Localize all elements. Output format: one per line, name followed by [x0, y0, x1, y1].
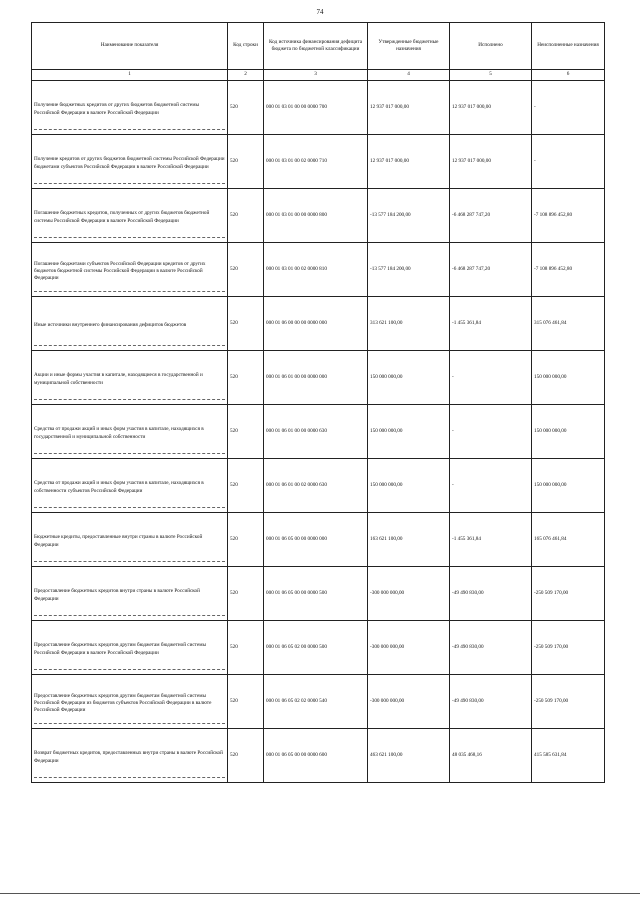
- table-row: [32, 567, 605, 621]
- table-row: [32, 513, 605, 567]
- column-number: 4: [368, 70, 450, 81]
- row-executed-amount: 12 937 017 000,00: [450, 135, 532, 189]
- row-line-code: 520: [228, 351, 264, 405]
- table-row: [32, 81, 605, 135]
- column-number: 5: [450, 70, 532, 81]
- row-indicator-name: Получение кредитов от других бюджетов бюджетной системы Российской Федерации бюджетами субъектов Российской Федерации в валюте Российской Федерации: [32, 135, 228, 189]
- table-row: [32, 729, 605, 783]
- table-row: [32, 405, 605, 459]
- row-line-code: 520: [228, 81, 264, 135]
- column-number: 2: [228, 70, 264, 81]
- table-row: [32, 459, 605, 513]
- row-indicator-name: Предоставление бюджетных кредитов другим бюджетам бюджетной системы Российской Федерации из бюджетов субъектов Российской Федерации в валюте Российской Федерации: [32, 675, 228, 729]
- row-executed-amount: -49 490 830,00: [450, 621, 532, 675]
- row-executed-amount: -6 468 287 747,20: [450, 189, 532, 243]
- table-row: [32, 621, 605, 675]
- row-unexecuted-amount: 165 076 461,84: [532, 513, 605, 567]
- row-executed-amount: 12 937 017 000,00: [450, 81, 532, 135]
- row-source-code: 000 01 06 05 02 02 0000 540: [264, 675, 368, 729]
- table-row: [32, 189, 605, 243]
- column-number: 6: [532, 70, 605, 81]
- row-unexecuted-amount: -: [532, 81, 605, 135]
- row-line-code: 520: [228, 243, 264, 297]
- table-row: [32, 135, 605, 189]
- row-executed-amount: -1 455 361,84: [450, 513, 532, 567]
- row-indicator-name: Предоставление бюджетных кредитов другим бюджетам бюджетной системы Российской Федерации в валюте Российской Федерации: [32, 621, 228, 675]
- row-approved-amount: -300 000 000,00: [368, 675, 450, 729]
- row-approved-amount: 313 621 100,00: [368, 297, 450, 351]
- column-number-row: [32, 70, 605, 81]
- row-line-code: 520: [228, 135, 264, 189]
- column-number: 1: [32, 70, 228, 81]
- row-source-code: 000 01 06 05 00 00 0000 000: [264, 513, 368, 567]
- row-line-code: 520: [228, 567, 264, 621]
- row-executed-amount: -49 490 830,00: [450, 567, 532, 621]
- row-approved-amount: -300 000 000,00: [368, 621, 450, 675]
- row-indicator-name: Погашение бюджетных кредитов, полученных от других бюджетов бюджетной системы Российской Федерации в валюте Российской Федерации: [32, 189, 228, 243]
- header-row: [32, 23, 605, 70]
- row-unexecuted-amount: -7 108 896 452,80: [532, 243, 605, 297]
- row-unexecuted-amount: 150 000 000,00: [532, 459, 605, 513]
- row-approved-amount: 150 000 000,00: [368, 459, 450, 513]
- row-line-code: 520: [228, 405, 264, 459]
- table-row: [32, 243, 605, 297]
- row-line-code: 520: [228, 621, 264, 675]
- header-approved: Утвержденные бюджетные назначения: [368, 23, 450, 70]
- row-unexecuted-amount: 315 076 461,84: [532, 297, 605, 351]
- row-approved-amount: -13 577 184 200,00: [368, 243, 450, 297]
- header-line-code: Код строки: [228, 23, 264, 70]
- row-unexecuted-amount: 150 000 000,00: [532, 351, 605, 405]
- page-number: 74: [316, 8, 324, 16]
- row-unexecuted-amount: 415 585 631,84: [532, 729, 605, 783]
- table-row: [32, 675, 605, 729]
- row-approved-amount: 150 000 000,00: [368, 351, 450, 405]
- row-executed-amount: -: [450, 459, 532, 513]
- row-line-code: 520: [228, 729, 264, 783]
- row-indicator-name: Акции и иные формы участия в капитале, находящиеся в государственной и муниципальной собственности: [32, 351, 228, 405]
- row-source-code: 000 01 06 01 00 02 0000 630: [264, 459, 368, 513]
- row-indicator-name: Бюджетные кредиты, предоставленные внутри страны в валюте Российской Федерации: [32, 513, 228, 567]
- row-source-code: 000 01 03 01 00 02 0000 710: [264, 135, 368, 189]
- row-unexecuted-amount: -250 509 170,00: [532, 621, 605, 675]
- row-approved-amount: 150 000 000,00: [368, 405, 450, 459]
- row-indicator-name: Иные источники внутреннего финансирования дефицитов бюджетов: [32, 297, 228, 351]
- row-source-code: 000 01 03 01 00 00 0000 700: [264, 81, 368, 135]
- row-line-code: 520: [228, 459, 264, 513]
- row-source-code: 000 01 06 01 00 00 0000 000: [264, 351, 368, 405]
- row-indicator-name: Получение бюджетных кредитов от других бюджетов бюджетной системы Российской Федерации в валюте Российской Федерации: [32, 81, 228, 135]
- row-indicator-name: Возврат бюджетных кредитов, предоставленных внутри страны в валюте Российской Федерации: [32, 729, 228, 783]
- row-line-code: 520: [228, 189, 264, 243]
- row-executed-amount: -49 490 830,00: [450, 675, 532, 729]
- row-source-code: 000 01 06 05 00 00 0000 500: [264, 567, 368, 621]
- row-unexecuted-amount: -250 509 170,00: [532, 567, 605, 621]
- row-executed-amount: -: [450, 405, 532, 459]
- row-source-code: 000 01 06 05 00 00 0000 600: [264, 729, 368, 783]
- row-indicator-name: Погашение бюджетами субъектов Российской Федерации кредитов от других бюджетов бюджетной системы Российской Федерации в валюте Российской Федерации: [32, 243, 228, 297]
- row-line-code: 520: [228, 675, 264, 729]
- row-approved-amount: 163 621 100,00: [368, 513, 450, 567]
- column-number: 3: [264, 70, 368, 81]
- row-source-code: 000 01 03 01 00 00 0000 800: [264, 189, 368, 243]
- row-unexecuted-amount: -7 108 896 452,80: [532, 189, 605, 243]
- row-unexecuted-amount: 150 000 000,00: [532, 405, 605, 459]
- header-executed: Исполнено: [450, 23, 532, 70]
- row-executed-amount: -: [450, 351, 532, 405]
- row-indicator-name: Предоставление бюджетных кредитов внутри страны в валюте Российской Федерации: [32, 567, 228, 621]
- page-bottom-rule: [0, 893, 640, 894]
- row-indicator-name: Средства от продажи акций и иных форм участия в капитале, находящихся в собственности субъектов Российской Федерации: [32, 459, 228, 513]
- table-row: [32, 351, 605, 405]
- table-body: [32, 81, 605, 783]
- table-row: [32, 297, 605, 351]
- row-approved-amount: 12 937 017 000,00: [368, 135, 450, 189]
- row-approved-amount: -13 577 184 200,00: [368, 189, 450, 243]
- row-unexecuted-amount: -250 509 170,00: [532, 675, 605, 729]
- row-source-code: 000 01 06 01 00 00 0000 630: [264, 405, 368, 459]
- row-executed-amount: 48 035 468,16: [450, 729, 532, 783]
- row-executed-amount: -1 455 361,84: [450, 297, 532, 351]
- row-source-code: 000 01 06 05 02 00 0000 500: [264, 621, 368, 675]
- row-source-code: 000 01 06 00 00 00 0000 000: [264, 297, 368, 351]
- row-approved-amount: -300 000 000,00: [368, 567, 450, 621]
- row-line-code: 520: [228, 297, 264, 351]
- budget-sources-table: [31, 22, 605, 783]
- row-approved-amount: 463 621 100,00: [368, 729, 450, 783]
- row-executed-amount: -6 468 287 747,20: [450, 243, 532, 297]
- row-unexecuted-amount: -: [532, 135, 605, 189]
- header-unexecuted: Неисполненные назначения: [532, 23, 605, 70]
- header-indicator-name: Наименование показателя: [32, 23, 228, 70]
- row-approved-amount: 12 937 017 000,00: [368, 81, 450, 135]
- row-source-code: 000 01 03 01 00 02 0000 810: [264, 243, 368, 297]
- header-source-code: Код источника финансирования дефицита бюджета по бюджетной классификации: [264, 23, 368, 70]
- row-line-code: 520: [228, 513, 264, 567]
- row-indicator-name: Средства от продажи акций и иных форм участия в капитале, находящихся в государственной и муниципальной собственности: [32, 405, 228, 459]
